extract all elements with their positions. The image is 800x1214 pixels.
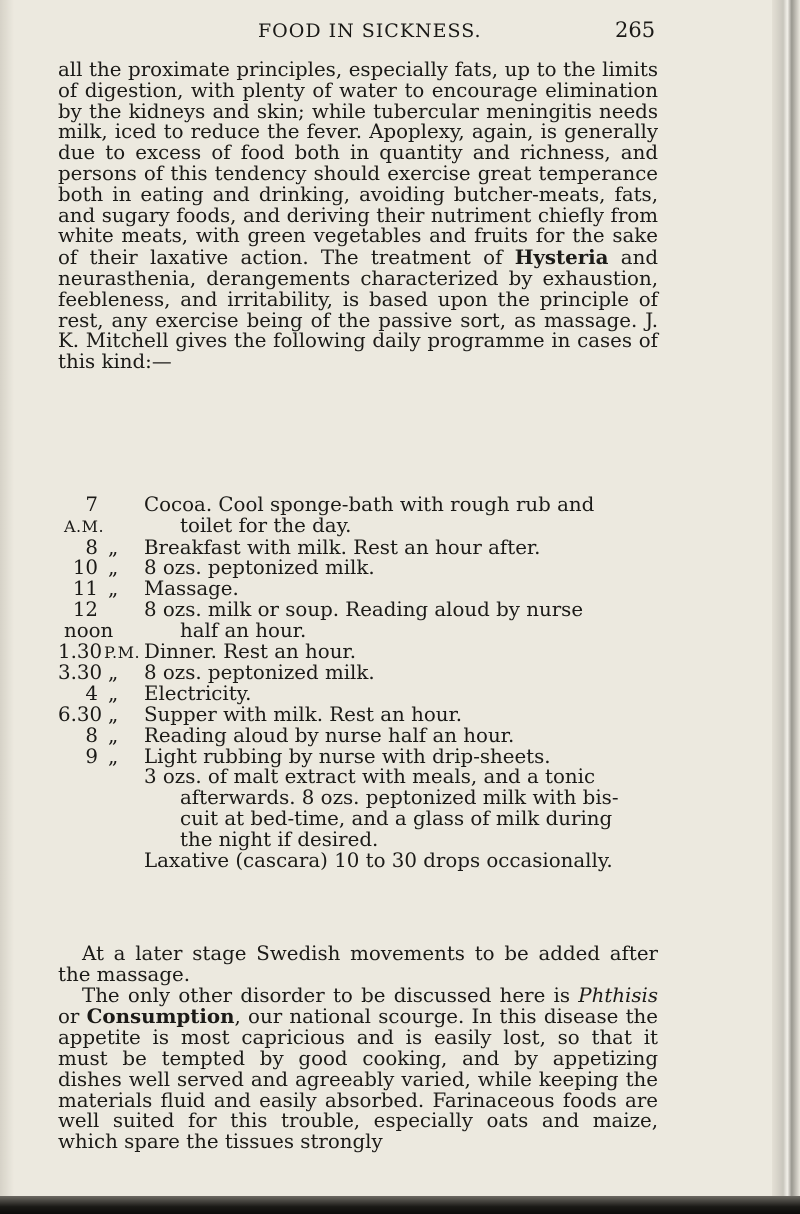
schedule-row bbox=[58, 723, 678, 747]
time-number: 4 bbox=[85, 682, 98, 706]
schedule-time bbox=[58, 684, 144, 705]
schedule-entry bbox=[144, 579, 678, 600]
time-unit: „ bbox=[108, 682, 119, 706]
time-number: 7 bbox=[85, 493, 98, 516]
schedule-entry bbox=[144, 639, 678, 664]
time-number: 10 bbox=[72, 556, 98, 580]
entry-line: 8 ozs. peptonized milk. bbox=[144, 661, 375, 685]
daily-programme bbox=[58, 495, 678, 871]
paragraph-swedish bbox=[58, 944, 658, 986]
schedule-entry bbox=[144, 558, 678, 579]
scan-bottom-edge bbox=[0, 1196, 800, 1214]
paragraph-text: , our national scourge. In this disease the appetite is most capricious and is easily lost, so that it must be tempted by good cooking, and by appetizing dishes well served and agreeably varied, while keeping the materials fluid and easily absorbed. Farinaceous foods are well suited for this trouble, especially oats and maize, which spare the tissues strongly bbox=[58, 1005, 658, 1154]
paragraph-phthisis bbox=[58, 983, 658, 1154]
time-number: 8 bbox=[85, 723, 98, 747]
schedule-row bbox=[58, 767, 678, 850]
entry-line: cuit at bed-time, and a glass of milk during bbox=[180, 806, 613, 830]
paragraph-text: At a later stage Swedish movements to be added after the massage. bbox=[58, 942, 658, 986]
schedule-row bbox=[58, 663, 678, 684]
schedule-entry bbox=[144, 702, 678, 726]
entry-line: toilet for the day. bbox=[180, 513, 352, 537]
schedule-time bbox=[58, 558, 144, 579]
running-head: FOOD IN SICKNESS. bbox=[258, 20, 482, 42]
paragraph-later-stage bbox=[58, 944, 658, 1153]
schedule-entry bbox=[144, 767, 678, 850]
schedule-entry bbox=[144, 495, 678, 538]
entry-line: Electricity. bbox=[144, 682, 252, 706]
entry-line: Breakfast with milk. Rest an hour after. bbox=[144, 535, 541, 559]
time-number: 9 bbox=[85, 744, 98, 768]
schedule-time bbox=[58, 535, 144, 559]
entry-line: the night if desired. bbox=[180, 827, 379, 851]
entry-line: Cocoa. Cool sponge-bath with rough rub and bbox=[144, 493, 595, 516]
schedule-entry bbox=[144, 684, 678, 705]
entry-line: 8 ozs. milk or soup. Reading aloud by nurse bbox=[144, 597, 584, 621]
schedule-time bbox=[58, 723, 144, 747]
schedule-time bbox=[58, 495, 144, 538]
entry-line: Laxative (cascara) 10 to 30 drops occasionally. bbox=[144, 848, 613, 872]
paragraph-text: or bbox=[58, 1005, 87, 1029]
entry-line: Massage. bbox=[144, 577, 239, 601]
schedule-row bbox=[58, 579, 678, 600]
time-unit: „ bbox=[108, 723, 119, 747]
term-phthisis: Phthisis bbox=[578, 983, 658, 1007]
term-hysteria: Hysteria bbox=[514, 245, 609, 270]
schedule-row bbox=[58, 684, 678, 705]
schedule-row bbox=[58, 848, 678, 872]
page-shadow-left bbox=[0, 0, 14, 1214]
paragraph-text: The only other disorder to be discussed here is bbox=[82, 983, 579, 1007]
paragraph-text: all the proximate principles, especially fats, up to the limits of digestion, with plenty of water to encourage elimination by the kidneys and skin; while tubercular meningitis needs milk, iced to reduce the fever. Apoplexy, again, is generally due to excess of food both in quantity and richness, and persons of this tendency should exercise great temperance both in eating and drinking, avoiding butcher-meats, fats, and sugary foods, and deriving their nutriment chiefly from white meats, with green vegetables and fruits for the sake of their laxative action. The treatment of bbox=[58, 58, 658, 270]
schedule-row bbox=[58, 744, 678, 768]
schedule-entry bbox=[144, 848, 678, 872]
schedule-row bbox=[58, 597, 678, 642]
entry-line: afterwards. 8 ozs. peptonized milk with bis- bbox=[180, 786, 619, 810]
time-unit: „ bbox=[108, 744, 119, 768]
schedule-time bbox=[58, 767, 144, 850]
schedule-row bbox=[58, 639, 678, 664]
time-number: 12 bbox=[72, 597, 98, 621]
schedule-entry bbox=[144, 744, 678, 768]
schedule-entry bbox=[144, 535, 678, 559]
schedule-time bbox=[58, 663, 144, 684]
time-number: 11 bbox=[72, 577, 98, 601]
schedule-entry bbox=[144, 663, 678, 684]
time-unit: „ bbox=[108, 577, 119, 601]
page-header bbox=[0, 16, 800, 46]
paragraph-text: and neurasthenia, derangements characterized by exhaustion, feebleness, and irritability, is based upon the principle of rest, any exercise being of the passive sort, as massage. J. K. Mitchell gives the following daily programme in cases of this kind:— bbox=[58, 246, 658, 374]
schedule-time bbox=[58, 579, 144, 600]
time-unit: „ bbox=[108, 702, 119, 726]
time-unit: noon bbox=[64, 618, 114, 642]
entry-line: Reading aloud by nurse half an hour. bbox=[144, 723, 515, 747]
time-number: 8 bbox=[85, 535, 98, 559]
time-number: 3.30 bbox=[58, 661, 103, 685]
schedule-time bbox=[58, 744, 144, 768]
time-unit: P.M. bbox=[104, 642, 141, 662]
schedule-time bbox=[58, 597, 144, 642]
page-number: 265 bbox=[615, 18, 656, 42]
entry-line: 3 ozs. of malt extract with meals, and a tonic bbox=[144, 765, 596, 789]
time-unit: A.M. bbox=[64, 516, 105, 536]
schedule-entry bbox=[144, 597, 678, 642]
time-number: 1.30 bbox=[58, 639, 103, 663]
entry-line: Light rubbing by nurse with drip-sheets. bbox=[144, 744, 551, 768]
schedule-row bbox=[58, 558, 678, 579]
time-unit: „ bbox=[108, 556, 119, 580]
entry-line: 8 ozs. peptonized milk. bbox=[144, 556, 375, 580]
schedule-time bbox=[58, 702, 144, 726]
schedule-entry bbox=[144, 723, 678, 747]
paragraph-hysteria bbox=[58, 60, 658, 373]
schedule-row bbox=[58, 702, 678, 726]
term-consumption: Consumption bbox=[86, 1004, 235, 1029]
time-unit: „ bbox=[108, 661, 119, 685]
schedule-row bbox=[58, 535, 678, 559]
time-number: 6.30 bbox=[58, 702, 103, 726]
entry-line: half an hour. bbox=[180, 618, 307, 642]
time-unit: „ bbox=[108, 535, 119, 559]
entry-line: Dinner. Rest an hour. bbox=[144, 639, 356, 663]
entry-line: Supper with milk. Rest an hour. bbox=[144, 702, 463, 726]
book-binding-edge bbox=[772, 0, 800, 1214]
schedule-row bbox=[58, 495, 678, 538]
schedule-time bbox=[58, 639, 144, 664]
schedule-time bbox=[58, 851, 144, 872]
